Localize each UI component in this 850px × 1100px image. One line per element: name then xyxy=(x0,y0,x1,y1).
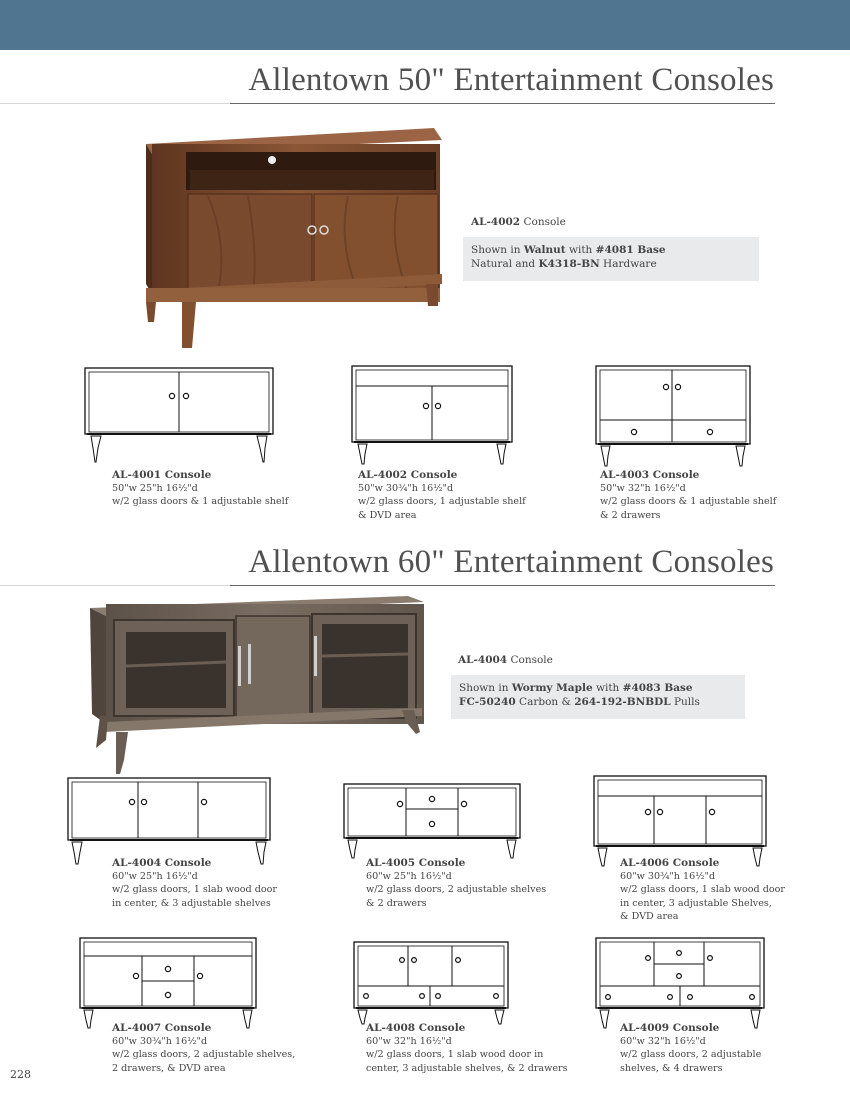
finish-line-2 xyxy=(471,257,751,271)
item-desc: w/2 glass doors, 2 adjustable xyxy=(620,1049,762,1061)
item-name: Console xyxy=(164,1022,212,1034)
item-desc: center, 3 adjustable shelves, & 2 drawers xyxy=(366,1062,568,1074)
item-desc: & 2 drawers xyxy=(366,897,427,909)
item-desc: in center, & 3 adjustable shelves xyxy=(112,897,271,909)
item-code: AL-4003 xyxy=(600,469,650,481)
item-desc: w/2 glass doors, 2 adjustable shelves xyxy=(366,884,547,896)
hardware-code: 264-192-BNBDL xyxy=(574,696,671,708)
item-desc: 2 drawers, & DVD area xyxy=(112,1062,226,1074)
drawing-al-4008 xyxy=(352,940,512,1026)
with-label: with xyxy=(595,682,620,694)
item-code: AL-4001 xyxy=(112,469,162,481)
item-code: AL-4004 xyxy=(112,857,162,869)
drawing-al-4006 xyxy=(592,774,770,868)
hardware-code: K4318-BN xyxy=(538,258,600,270)
section-rule xyxy=(230,103,775,104)
item-desc: & DVD area xyxy=(620,910,679,922)
item-dims: 60"w 30¾"h 16½"d xyxy=(112,1036,208,1048)
hardware-label: Pulls xyxy=(673,696,700,708)
section-rule-left xyxy=(0,103,230,104)
drawing-al-4004 xyxy=(66,776,274,866)
finish-callout-box xyxy=(451,675,745,719)
caption-al-4002 xyxy=(358,469,526,522)
callout-code-line xyxy=(471,216,566,228)
item-desc: shelves, & 4 drawers xyxy=(620,1062,723,1074)
with-label: with xyxy=(568,244,593,256)
item-dims: 50"w 32"h 16½"d xyxy=(600,483,686,495)
page-number: 228 xyxy=(10,1068,31,1081)
section-title-50: Allentown 50" Entertainment Consoles xyxy=(248,62,774,98)
finish-line-1 xyxy=(459,681,737,695)
item-desc: w/2 glass doors, 1 slab wood door xyxy=(112,884,278,896)
item-desc: w/2 glass doors, 2 adjustable shelves, xyxy=(112,1049,296,1061)
finish-line-1 xyxy=(471,243,751,257)
walnut-console-photo xyxy=(138,124,448,352)
callout-code-line xyxy=(458,654,553,666)
finish-label: Natural and xyxy=(471,258,536,270)
callout-code: AL-4004 xyxy=(458,654,508,666)
drawing-al-4007 xyxy=(78,936,260,1030)
item-code: AL-4002 xyxy=(358,469,408,481)
section-rule-left xyxy=(0,585,230,586)
hardware-label: Hardware xyxy=(603,258,657,270)
item-desc: w/2 glass doors, 1 slab wood door in xyxy=(366,1049,544,1061)
item-name: Console xyxy=(164,469,212,481)
drawing-al-4001 xyxy=(84,366,276,464)
caption-al-4007 xyxy=(112,1022,295,1075)
wood-name: Wormy Maple xyxy=(511,682,593,694)
drawing-al-4002 xyxy=(350,364,516,466)
callout-code: AL-4002 xyxy=(471,216,521,228)
item-code: AL-4009 xyxy=(620,1022,670,1034)
item-dims: 60"w 25"h 16½"d xyxy=(112,871,198,883)
callout-code-suffix: Console xyxy=(510,654,553,666)
item-desc: w/2 glass doors, 1 slab wood door xyxy=(620,884,786,896)
item-desc: w/2 glass doors, 1 adjustable shelf xyxy=(358,496,526,508)
item-code: AL-4008 xyxy=(366,1022,416,1034)
item-dims: 60"w 30¾"h 16½"d xyxy=(620,871,716,883)
caption-al-4004 xyxy=(112,857,277,910)
item-code: AL-4006 xyxy=(620,857,670,869)
item-name: Console xyxy=(652,469,700,481)
section-title-60: Allentown 60" Entertainment Consoles xyxy=(248,544,774,580)
shown-in-label: Shown in xyxy=(459,682,509,694)
item-name: Console xyxy=(410,469,458,481)
item-desc: w/2 glass doors & 1 adjustable shelf xyxy=(112,496,289,508)
drawing-al-4003 xyxy=(594,364,754,468)
shown-in-label: Shown in xyxy=(471,244,521,256)
finish-callout-box xyxy=(463,237,759,281)
item-desc: & 2 drawers xyxy=(600,509,661,521)
item-dims: 60"w 32"h 16½"d xyxy=(366,1036,452,1048)
finish-line-2 xyxy=(459,695,737,709)
finish-label: Carbon & xyxy=(519,696,571,708)
base-name: #4081 Base xyxy=(595,244,666,256)
item-name: Console xyxy=(164,857,212,869)
finish-code: FC-50240 xyxy=(459,696,516,708)
wormy-maple-console-photo xyxy=(86,592,428,776)
item-dims: 50"w 25"h 16½"d xyxy=(112,483,198,495)
item-desc: w/2 glass doors & 1 adjustable shelf xyxy=(600,496,777,508)
item-name: Console xyxy=(418,1022,466,1034)
wood-name: Walnut xyxy=(523,244,566,256)
item-dims: 50"w 30¾"h 16½"d xyxy=(358,483,454,495)
caption-al-4003 xyxy=(600,469,776,522)
item-dims: 60"w 32"h 16½"d xyxy=(620,1036,706,1048)
header-bar xyxy=(0,0,850,50)
caption-al-4005 xyxy=(366,857,546,910)
caption-al-4008 xyxy=(366,1022,568,1075)
section-rule xyxy=(230,585,775,586)
drawing-al-4009 xyxy=(594,936,768,1030)
item-code: AL-4007 xyxy=(112,1022,162,1034)
drawing-al-4005 xyxy=(342,782,524,860)
item-desc: in center, 3 adjustable Shelves, xyxy=(620,897,772,909)
callout-code-suffix: Console xyxy=(523,216,566,228)
item-name: Console xyxy=(672,1022,720,1034)
base-name: #4083 Base xyxy=(622,682,693,694)
caption-al-4009 xyxy=(620,1022,761,1075)
item-code: AL-4005 xyxy=(366,857,416,869)
item-dims: 60"w 25"h 16½"d xyxy=(366,871,452,883)
caption-al-4001 xyxy=(112,469,288,509)
caption-al-4006 xyxy=(620,857,785,923)
item-name: Console xyxy=(418,857,466,869)
item-name: Console xyxy=(672,857,720,869)
item-desc: & DVD area xyxy=(358,509,417,521)
